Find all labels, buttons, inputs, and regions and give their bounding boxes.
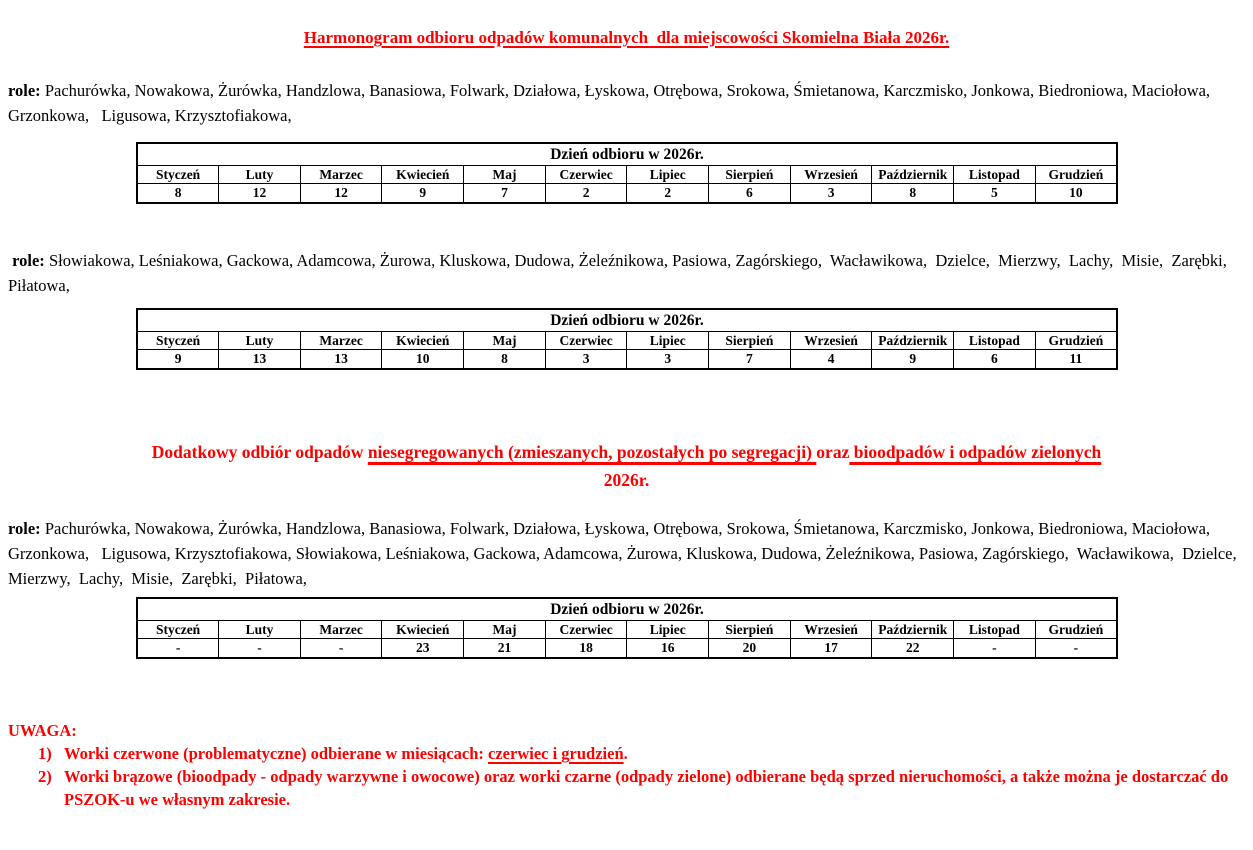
day-cell: 16 — [627, 639, 709, 659]
day-cell: 8 — [137, 184, 219, 204]
subtitle-text: Dodatkowy odbiór odpadów — [151, 442, 368, 462]
note-text-suffix: . — [623, 744, 628, 763]
month-header: Listopad — [954, 166, 1036, 184]
note-text — [64, 742, 1249, 765]
day-cell: - — [300, 639, 382, 659]
month-header: Maj — [464, 332, 546, 350]
table-caption-row — [137, 598, 1117, 621]
month-header: Czerwiec — [545, 166, 627, 184]
month-header: Maj — [464, 166, 546, 184]
day-values-row — [137, 184, 1117, 204]
day-cell: - — [219, 639, 301, 659]
table-caption-row — [137, 309, 1117, 332]
month-header: Lipiec — [627, 332, 709, 350]
month-header-row — [137, 332, 1117, 350]
day-values-row — [137, 639, 1117, 659]
day-cell: 7 — [709, 350, 791, 370]
day-cell: 5 — [954, 184, 1036, 204]
month-header: Styczeń — [137, 166, 219, 184]
month-header: Luty — [219, 621, 301, 639]
day-cell: 22 — [872, 639, 954, 659]
day-cell: 8 — [872, 184, 954, 204]
month-header: Czerwiec — [545, 621, 627, 639]
month-header: Luty — [219, 332, 301, 350]
day-cell: - — [954, 639, 1036, 659]
day-cell: 4 — [790, 350, 872, 370]
day-cell: 3 — [545, 350, 627, 370]
day-cell: 9 — [137, 350, 219, 370]
page-title — [6, 28, 1247, 48]
schedule-table-3 — [136, 597, 1118, 659]
note-item-2 — [38, 765, 1249, 811]
month-header: Wrzesień — [790, 621, 872, 639]
day-cell: 12 — [219, 184, 301, 204]
month-header: Kwiecień — [382, 332, 464, 350]
streets-paragraph-1 — [8, 78, 1245, 128]
note-text: Worki brązowe (bioodpady - odpady warzywne i owocowe) oraz worki czarne (odpady zielone) odbierane będą sprzed nieruchomości, a także można je dostarczać do PSZOK-u we własnym zakresie. — [64, 767, 1233, 809]
month-header: Lipiec — [627, 621, 709, 639]
month-header: Luty — [219, 166, 301, 184]
day-cell: 13 — [300, 350, 382, 370]
day-cell: 17 — [790, 639, 872, 659]
notes-header: UWAGA: — [8, 721, 77, 740]
subtitle-underlined-text: niesegregowanych (zmieszanych, pozostałych po segregacji) — [367, 442, 817, 462]
table-caption: Dzień odbioru w 2026r. — [137, 143, 1117, 166]
note-text-plain: Worki czerwone (problematyczne) odbierane w miesiącach: — [64, 744, 489, 763]
streets-paragraph-3 — [8, 516, 1245, 591]
day-cell: 7 — [464, 184, 546, 204]
table-caption-row — [137, 143, 1117, 166]
day-cell: 12 — [300, 184, 382, 204]
month-header: Kwiecień — [382, 621, 464, 639]
day-cell: 9 — [872, 350, 954, 370]
document-page — [0, 28, 1253, 811]
note-number: 1) — [38, 744, 52, 763]
month-header: Grudzień — [1035, 332, 1117, 350]
streets-list: Pachurówka, Nowakowa, Żurówka, Handzlowa, Banasiowa, Folwark, Działowa, Łyskowa, Otrębowa, Srokowa, Śmietanowa, Karczmisko, Jonkowa, Biedroniowa, Maciołowa, Grzonkowa, Ligusowa, Krzysztofiakowa, — [8, 81, 1215, 125]
subtitle-underlined-text: bioodpadów i odpadów zielonych — [849, 442, 1102, 462]
month-header: Kwiecień — [382, 166, 464, 184]
day-cell: 20 — [709, 639, 791, 659]
day-cell: 13 — [219, 350, 301, 370]
day-cell: - — [137, 639, 219, 659]
month-header: Grudzień — [1035, 621, 1117, 639]
day-cell: 6 — [709, 184, 791, 204]
month-header: Sierpień — [709, 166, 791, 184]
day-cell: 11 — [1035, 350, 1117, 370]
month-header: Sierpień — [709, 332, 791, 350]
day-cell: 18 — [545, 639, 627, 659]
month-header: Październik — [872, 166, 954, 184]
month-header: Październik — [872, 621, 954, 639]
role-label: role: — [8, 519, 41, 538]
day-values-row — [137, 350, 1117, 370]
month-header: Listopad — [954, 332, 1036, 350]
month-header: Grudzień — [1035, 166, 1117, 184]
streets-list: Pachurówka, Nowakowa, Żurówka, Handzlowa, Banasiowa, Folwark, Działowa, Łyskowa, Otrębowa, Srokowa, Śmietanowa, Karczmisko, Jonkowa, Biedroniowa, Maciołowa, Grzonkowa, Ligusowa, Krzysztofiakowa, Słowiakowa, Leśniakowa, Gackowa, Adamcowa, Żurowa, Kluskowa, Dudowa, Żeleźnikowa, Pasiowa, Zagórskiego, Wacławikowa, Dzielce, Mierzwy, Lachy, Misie, Zarębki, Piłatowa, — [8, 519, 1245, 588]
month-header: Styczeń — [137, 332, 219, 350]
day-cell: 6 — [954, 350, 1036, 370]
month-header: Październik — [872, 332, 954, 350]
month-header: Maj — [464, 621, 546, 639]
schedule-table-2 — [136, 308, 1118, 370]
streets-list: Słowiakowa, Leśniakowa, Gackowa, Adamcowa, Żurowa, Kluskowa, Dudowa, Żeleźnikowa, Pasiowa, Zagórskiego, Wacławikowa, Dzielce, Mierzwy, Lachy, Misie, Zarębki, Piłatowa, — [8, 251, 1236, 295]
page-title-text: Harmonogram odbioru odpadów komunalnych dla miejscowości Skomielna Biała 2026r. — [303, 28, 950, 47]
subtitle-additional-collection — [10, 438, 1243, 494]
day-cell: 9 — [382, 184, 464, 204]
month-header: Marzec — [300, 621, 382, 639]
schedule-table-1 — [136, 142, 1118, 204]
day-cell: 23 — [382, 639, 464, 659]
note-text-underlined: czerwiec i grudzień — [488, 744, 624, 763]
day-cell: - — [1035, 639, 1117, 659]
month-header: Listopad — [954, 621, 1036, 639]
subtitle-year: 2026r. — [603, 470, 650, 490]
table-caption: Dzień odbioru w 2026r. — [137, 309, 1117, 332]
month-header: Sierpień — [709, 621, 791, 639]
month-header: Marzec — [300, 166, 382, 184]
role-label: role: — [8, 81, 41, 100]
day-cell: 10 — [382, 350, 464, 370]
day-cell: 2 — [545, 184, 627, 204]
month-header: Wrzesień — [790, 332, 872, 350]
month-header: Wrzesień — [790, 166, 872, 184]
day-cell: 10 — [1035, 184, 1117, 204]
note-item-1 — [38, 742, 1249, 765]
day-cell: 21 — [464, 639, 546, 659]
day-cell: 3 — [627, 350, 709, 370]
month-header: Czerwiec — [545, 332, 627, 350]
month-header-row — [137, 166, 1117, 184]
month-header: Marzec — [300, 332, 382, 350]
day-cell: 2 — [627, 184, 709, 204]
table-caption: Dzień odbioru w 2026r. — [137, 598, 1117, 621]
month-header: Lipiec — [627, 166, 709, 184]
subtitle-text: oraz — [816, 442, 850, 462]
month-header: Styczeń — [137, 621, 219, 639]
note-number: 2) — [38, 767, 52, 786]
streets-paragraph-2 — [8, 248, 1245, 298]
day-cell: 3 — [790, 184, 872, 204]
role-label: role: — [8, 251, 45, 270]
month-header-row — [137, 621, 1117, 639]
day-cell: 8 — [464, 350, 546, 370]
